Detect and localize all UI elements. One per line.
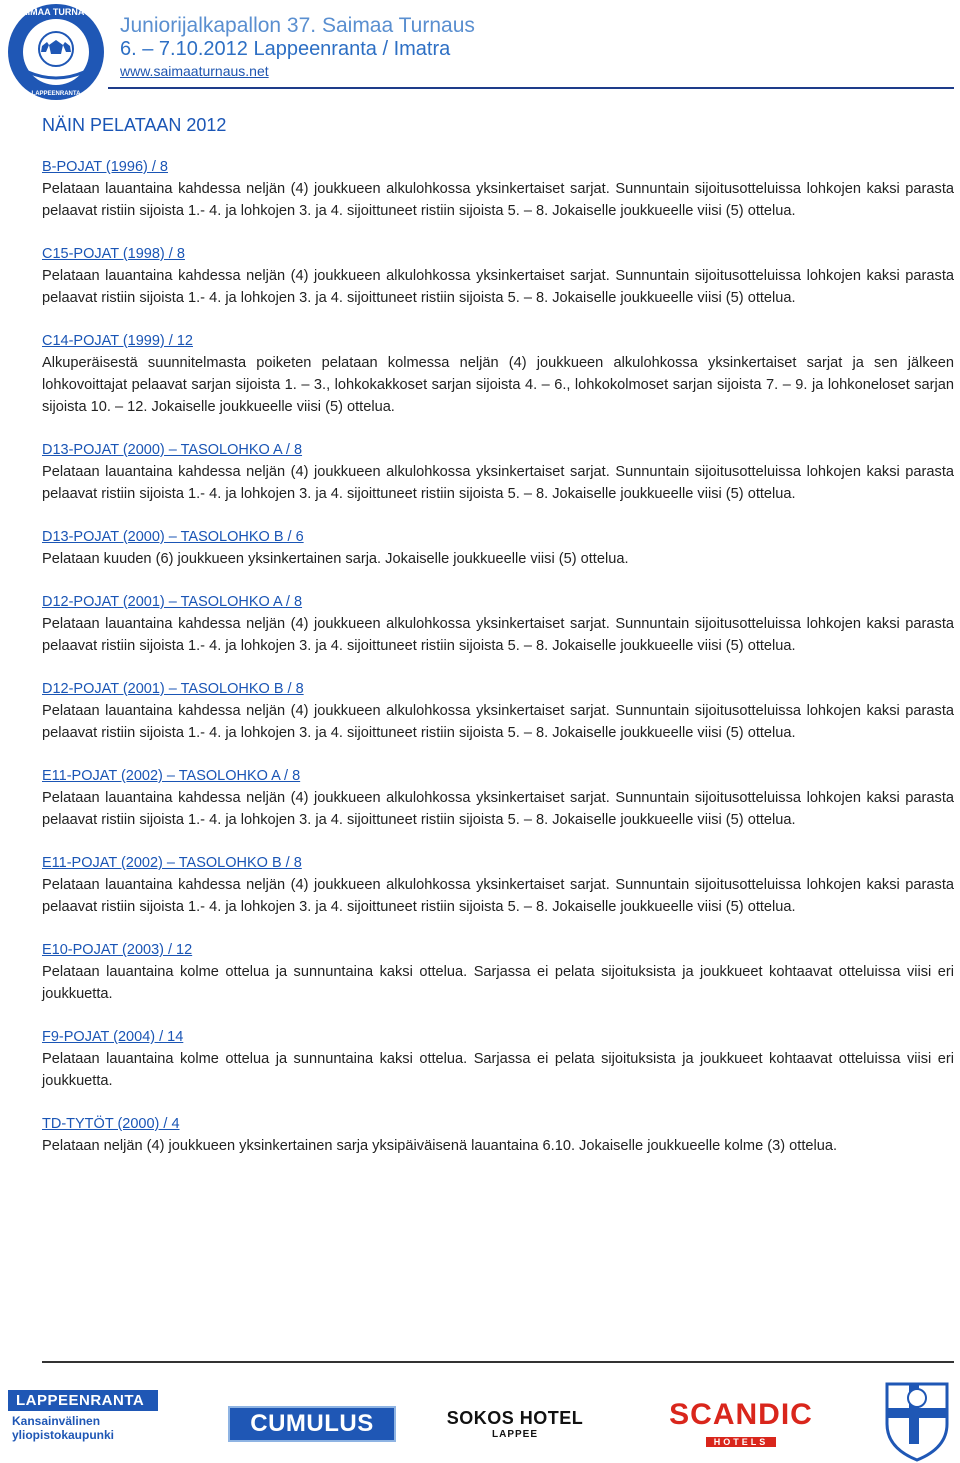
cumulus-logo: CUMULUS	[228, 1406, 396, 1442]
section-body: Pelataan lauantaina kahdessa neljän (4) joukkueen alkulohkossa yksinkertaiset sarjat. Sunnuntain sijoitusotteluissa lohkojen kaksi parasta pelaavat ristiin sijoista 1.- 4. ja lohkojen 3. ja 4. sijoittuneet ristiin sijoista 5. – 8. Jokaiselle joukkueelle viisi (5) ottelua.	[42, 790, 954, 828]
header-subtitle: 6. – 7.10.2012 Lappeenranta / Imatra	[120, 38, 451, 61]
saimaa-turnaus-logo	[6, 2, 106, 102]
scandic-logo-sub: HOTELS	[706, 1437, 777, 1447]
section-heading: E10-POJAT (2003) / 12	[42, 942, 193, 958]
logo-text-top: SAIMAA TURNAUS	[15, 7, 97, 17]
section-heading: D13-POJAT (2000) – TASOLOHKO B / 6	[42, 529, 304, 545]
sokos-hotel-logo-title: SOKOS HOTEL	[446, 1408, 584, 1428]
sokos-hotel-logo-sub: LAPPEE	[491, 1429, 538, 1440]
scandic-logo	[652, 1398, 830, 1446]
scandic-logo-title: SCANDIC	[669, 1398, 813, 1431]
section-d12-pojat-a	[42, 591, 954, 657]
section-e10-pojat	[42, 939, 954, 1005]
section-e11-pojat-a	[42, 765, 954, 831]
section-td-tytot	[42, 1113, 954, 1157]
section-body: Pelataan lauantaina kahdessa neljän (4) joukkueen alkulohkossa yksinkertaiset sarjat. Sunnuntain sijoitusotteluissa lohkojen kaksi parasta pelaavat ristiin sijoista 1.- 4. ja lohkojen 3. ja 4. sijoittuneet ristiin sijoista 5. – 8. Jokaiselle joukkueelle viisi (5) ottelua.	[42, 464, 954, 502]
section-heading: E11-POJAT (2002) – TASOLOHKO B / 8	[42, 855, 302, 871]
section-heading: C15-POJAT (1998) / 8	[42, 246, 185, 262]
logo-text-bottom: LAPPEENRANTA	[31, 91, 81, 97]
footer-divider	[42, 1361, 954, 1363]
section-heading: F9-POJAT (2004) / 14	[42, 1029, 184, 1045]
section-c14-pojat	[42, 330, 954, 418]
section-d13-pojat-b	[42, 526, 954, 570]
section-heading: TD-TYTÖT (2000) / 4	[42, 1116, 180, 1132]
section-heading: E11-POJAT (2002) – TASOLOHKO A / 8	[42, 768, 301, 784]
section-e11-pojat-b	[42, 852, 954, 918]
page-header	[0, 0, 960, 100]
section-heading: C14-POJAT (1999) / 12	[42, 333, 193, 349]
section-body: Pelataan kuuden (6) joukkueen yksinkertainen sarja. Jokaiselle joukkueelle viisi (5) ottelua.	[42, 551, 629, 567]
lappeenranta-logo-title: LAPPEENRANTA	[8, 1390, 158, 1411]
section-body: Pelataan lauantaina kahdessa neljän (4) joukkueen alkulohkossa yksinkertaiset sarjat. Sunnuntain sijoitusotteluissa lohkojen kaksi parasta pelaavat ristiin sijoista 1.- 4. ja lohkojen 3. ja 4. sijoittuneet ristiin sijoista 5. – 8. Jokaiselle joukkueelle viisi (5) ottelua.	[42, 268, 954, 306]
header-url-link[interactable]: www.saimaaturnaus.net	[120, 63, 269, 80]
header-divider	[108, 87, 954, 89]
section-heading: D13-POJAT (2000) – TASOLOHKO A / 8	[42, 442, 303, 458]
section-body: Pelataan lauantaina kolme ottelua ja sunnuntaina kaksi ottelua. Sarjassa ei pelata sijoituksista ja joukkueet kohtaavat otteluissa viisi eri joukkuetta.	[42, 964, 954, 1002]
section-c15-pojat	[42, 243, 954, 309]
lappeenranta-logo	[8, 1390, 158, 1462]
section-b-pojat	[42, 156, 954, 222]
section-heading: D12-POJAT (2001) – TASOLOHKO B / 8	[42, 681, 304, 697]
section-body: Pelataan lauantaina kahdessa neljän (4) joukkueen alkulohkossa yksinkertaiset sarjat. Sunnuntain sijoitusotteluissa lohkojen kaksi parasta pelaavat ristiin sijoista 1.- 4. ja lohkojen 3. ja 4. sijoittuneet ristiin sijoista 5. – 8. Jokaiselle joukkueelle viisi (5) ottelua.	[42, 181, 954, 219]
section-d13-pojat-a	[42, 439, 954, 505]
palloliitto-crest-icon	[882, 1378, 952, 1462]
header-text	[120, 14, 475, 79]
section-heading: B-POJAT (1996) / 8	[42, 159, 168, 175]
section-heading: D12-POJAT (2001) – TASOLOHKO A / 8	[42, 594, 303, 610]
section-body: Pelataan lauantaina kahdessa neljän (4) joukkueen alkulohkossa yksinkertaiset sarjat. Sunnuntain sijoitusotteluissa lohkojen kaksi parasta pelaavat ristiin sijoista 1.- 4. ja lohkojen 3. ja 4. sijoittuneet ristiin sijoista 5. – 8. Jokaiselle joukkueelle viisi (5) ottelua.	[42, 877, 954, 915]
section-d12-pojat-b	[42, 678, 954, 744]
section-body: Alkuperäisestä suunnitelmasta poiketen pelataan kolmessa neljän (4) joukkueen alkulohkossa yksinkertaiset sarjat ja sen jälkeen lohkovoittajat pelaavat sarjan sijoista 1. – 3., lohkokakkoset sarjan sijoista 4. – 6., lohkokolmoset sarjan sijoista 7. – 9. ja lohkoneloset sarjan sijoista 10. – 12. Jokaiselle joukkueelle viisi (5) ottelua.	[42, 355, 954, 415]
section-f9-pojat	[42, 1026, 954, 1092]
section-body: Pelataan lauantaina kolme ottelua ja sunnuntaina kaksi ottelua. Sarjassa ei pelata sijoituksista ja joukkueet kohtaavat otteluissa viisi eri joukkuetta.	[42, 1051, 954, 1089]
section-body: Pelataan lauantaina kahdessa neljän (4) joukkueen alkulohkossa yksinkertaiset sarjat. Sunnuntain sijoitusotteluissa lohkojen kaksi parasta pelaavat ristiin sijoista 1.- 4. ja lohkojen 3. ja 4. sijoittuneet ristiin sijoista 5. – 8. Jokaiselle joukkueelle viisi (5) ottelua.	[42, 616, 954, 654]
page-title: NÄIN PELATAAN 2012	[42, 115, 227, 135]
section-body: Pelataan lauantaina kahdessa neljän (4) joukkueen alkulohkossa yksinkertaiset sarjat. Sunnuntain sijoitusotteluissa lohkojen kaksi parasta pelaavat ristiin sijoista 1.- 4. ja lohkojen 3. ja 4. sijoittuneet ristiin sijoista 5. – 8. Jokaiselle joukkueelle viisi (5) ottelua.	[42, 703, 954, 741]
main-content	[42, 115, 954, 1178]
header-title: Juniorijalkapallon 37. Saimaa Turnaus	[120, 14, 475, 37]
lappeenranta-logo-tagline: Kansainvälinen yliopistokaupunki	[12, 1414, 115, 1442]
section-body: Pelataan neljän (4) joukkueen yksinkertainen sarja yksipäiväisenä lauantaina 6.10. Jokaiselle joukkueelle kolme (3) ottelua.	[42, 1138, 838, 1154]
sokos-hotel-logo	[440, 1408, 590, 1446]
